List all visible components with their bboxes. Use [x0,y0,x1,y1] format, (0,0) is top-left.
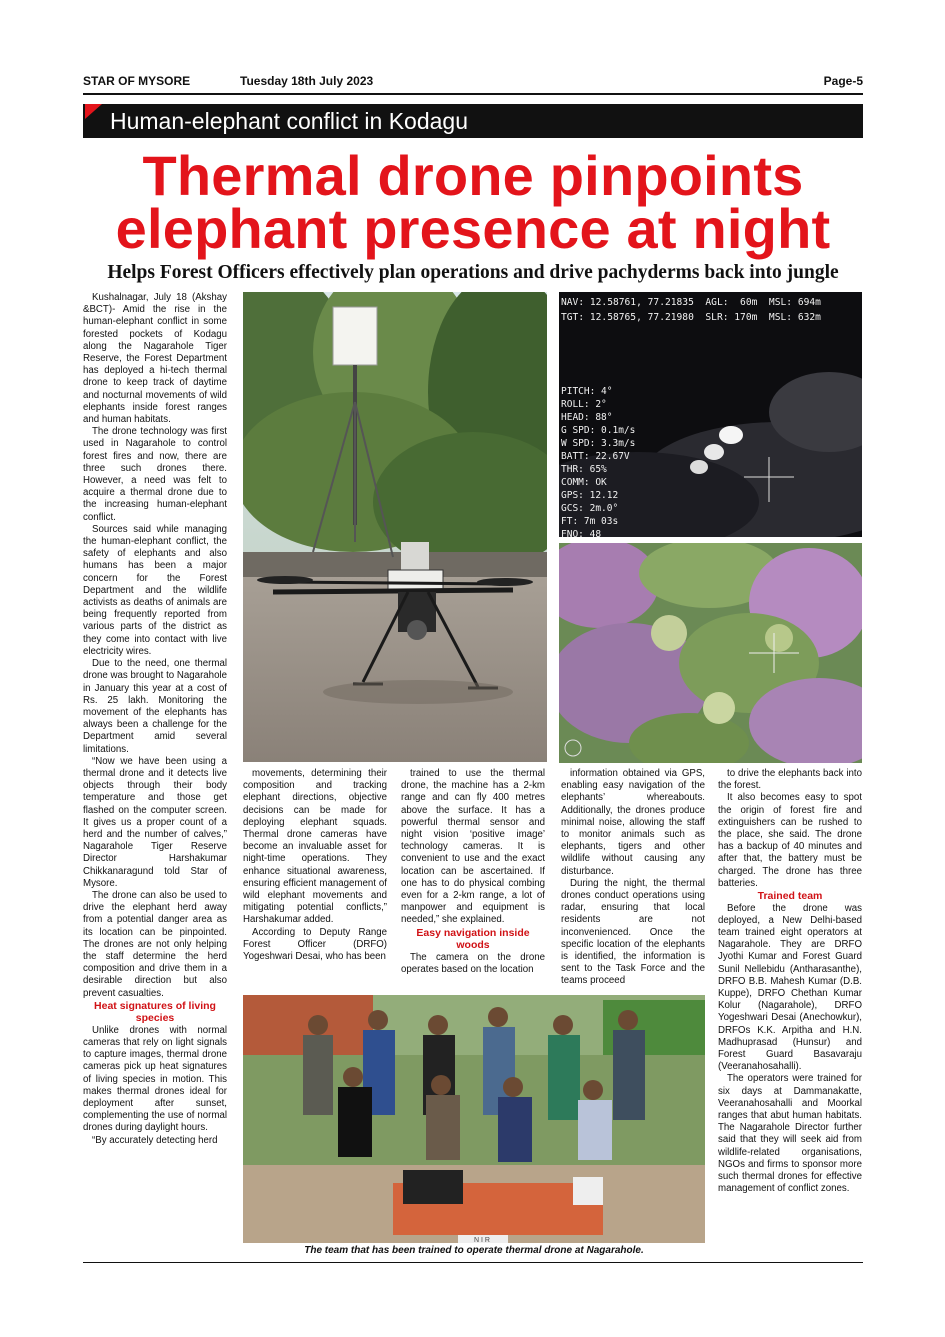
photo-caption: The team that has been trained to operate thermal drone at Nagarahole. [304,1245,644,1256]
article-paragraph: During the night, the thermal drones conduct operations using radar, ensuring that local residents are not inconvenienced. Once the specific location of the elephants is identified, the information is sent to the Task Force and the teams proceed [561,877,705,987]
masthead-rule [83,93,863,95]
aerial-forest-photo [559,543,862,763]
article-paragraph: The camera on the drone operates based on the location [401,951,545,975]
page-bottom-rule [83,1262,863,1263]
drone-photo-illustration [243,292,547,762]
subheadline: Helps Forest Officers effectively plan operations and drive pachyderms back into jungle [107,262,839,283]
telemetry-line: PITCH: 4° [561,386,613,397]
section-subheading: Heat signatures of living species [94,999,216,1025]
article-paragraph: trained to use the thermal drone, the machine has a 2-km range and can fly 400 metres above the surface. It has a powerful thermal sensor and night vision ‘positive image’ technology cameras. It is convenient to use and the exact location can be ascertained. If one has to do physical combing even for a 2-km range, a lot of manpower and equipment is needed,” she explained. [401,768,545,926]
article-paragraph: It also becomes easy to spot the origin of forest fire and extinguishers can be rushed to the place, she said. The drone has a backup of 40 minutes and after that, the battery must be charged. The drone has three batteries. [718,792,862,889]
thermal-osd-line-1: NAV: 12.58761, 77.21835 AGL: 60m MSL: 694m [561,297,821,308]
kicker-text: Human-elephant conflict in Kodagu [110,108,469,134]
article-column-2 [243,768,387,963]
article-paragraph: “By accurately detecting herd [92,1134,218,1146]
article-paragraph: The drone can also be used to drive the elephant herd away from a potential danger area as its location can be pinpointed. The drones are not only helping the staff determine the herd composition and drive them in a desirable direction but also prevent casualties. [83,889,227,999]
page-number: Page-5 [823,74,863,88]
masthead [83,74,863,90]
article-paragraph: The drone technology was first used in Nagarahole to control forest fires and now, there are three such drones there. However, a need was felt to acquire a thermal drone due to the increasing human-elephant conflict. [83,426,227,523]
telemetry-line: ROLL: 2° [561,399,607,410]
team-photo [243,995,705,1243]
section-subheading: Trained team [757,890,823,903]
telemetry-line: FNO: 48 [561,529,602,537]
headline-line-1: Thermal drone pinpoints [142,144,804,207]
article-column-1 [83,292,227,1147]
headline-line-2: elephant presence at night [115,197,831,260]
telemetry-line: W SPD: 3.3m/s [561,438,636,449]
section-subheading: Easy navigation inside woods [416,926,530,952]
article-column-3 [401,768,545,976]
thermal-osd-telemetry [561,385,635,537]
article-paragraph: Sources said while managing the human-elephant conflict, the safety of elephants and also humans has been a major concern for the Forest Department and the wildlife activists as deaths of animals are being frequently reported from various parts of the district as they come into contact with live electricity wires. [83,523,227,657]
aerial-canopy [559,543,862,763]
team-banner-text: N I R [474,1237,490,1243]
article-paragraph: movements, determining their composition and tracking elephant directions, objective decisions can be made for deploying elephant squads. Thermal drone cameras have become an invaluable asset for night-time operations. They enhance situational awareness, ensuring efficient management of wild elephant movements and mitigating potential conflicts,” Harshakumar added. [243,768,387,926]
article-paragraph: to drive the elephants back into the forest. [718,768,862,792]
article-paragraph: Due to the need, one thermal drone was brought to Nagarahole in January this year at a cost of Rs. 25 lakh. Monitoring the movement of the elephants has always been a challenge for the Department amid several limitations. [83,658,227,755]
article-paragraph: Unlike drones with normal cameras that rely on light signals to capture images, thermal drone cameras pick up heat signatures of living species in motion. This makes thermal drones ideal for deployment after sunset, complementing the use of normal drones during daylight hours. [83,1024,227,1134]
telemetry-line: FT: 7m 03s [561,516,619,527]
telemetry-line: GPS: 12.12 [561,490,619,501]
telemetry-line: COMM: OK [561,477,607,488]
kicker-bar [83,104,863,138]
issue-date: Tuesday 18th July 2023 [240,74,374,88]
telemetry-line: THR: 65% [561,464,607,475]
red-corner-icon [85,104,102,119]
telemetry-line: G SPD: 0.1m/s [561,425,636,436]
team-photo-illustration [243,995,705,1243]
article-paragraph: “Now we have been using a thermal drone and it detects live objects through their body temperature and those get flashed on the computer screen. It gives us a proper count of a herd and the number of calves,” Nagarahole Tiger Reserve Director Harshakumar Chikkanaragund told Star of Mysore. [83,755,227,889]
thermal-osd-line-2: TGT: 12.58765, 77.21980 SLR: 170m MSL: 632m [561,312,821,323]
article-paragraph: According to Deputy Range Forest Officer (DRFO) Yogeshwari Desai, who has been [243,926,387,963]
article-paragraph: The operators were trained for six days at Dammanakatte, Veeranahosahalli and Moorkal ranges that abut human habitats. The Nagarahole Director further said that they will seek aid from wildlife-related organisations, NGOs and firms to sponsor more such thermal drones for effective management of conflict zones. [718,1073,862,1195]
article-column-4 [561,768,705,988]
article-column-5 [718,768,862,1195]
drone-photo [243,292,547,762]
telemetry-line: HEAD: 88° [561,412,613,423]
thermal-camera-photo [559,292,862,537]
article-paragraph: Before the drone was deployed, a New Delhi-based team trained eight operators at Nagarahole. They are DRFO Jyothi Kumar and Forest Guard Sunil Nellebidu (Antharasanthe), DRFO B.B. Mahesh Kumar (D.B. Kuppe), DRFO Chethan Kumar Kolur (Nagarahole), DRFO Yogeshwari Desai (Anechowkur), DRFOs K.K. Arpitha and H.N. Madhuprasad (Hunsur) and Forest Guard Basavaraju (Veeranahosahalli). [718,902,862,1073]
publication-name: STAR OF MYSORE [83,74,191,88]
telemetry-line: GCS: 2m.0° [561,503,619,514]
article-paragraph: information obtained via GPS, enabling easy navigation of the elephants’ whereabouts. Additionally, the drones produce minimal noise, allowing the staff to monitor animals such as elephants, tigers and other wildlife without causing any disturbance. [561,768,705,877]
article-paragraph: Kushalnagar, July 18 (Akshay &BCT)- Amid the rise in the human-elephant conflict in some forested pockets of Kodagu along the Nagarahole Tiger Reserve, the Forest Department has deployed a hi-tech thermal drone to keep track of daytime and nocturnal movements of wild elephants inside forest ranges and human habitats. [83,292,227,426]
telemetry-line: BATT: 22.67V [561,451,630,462]
